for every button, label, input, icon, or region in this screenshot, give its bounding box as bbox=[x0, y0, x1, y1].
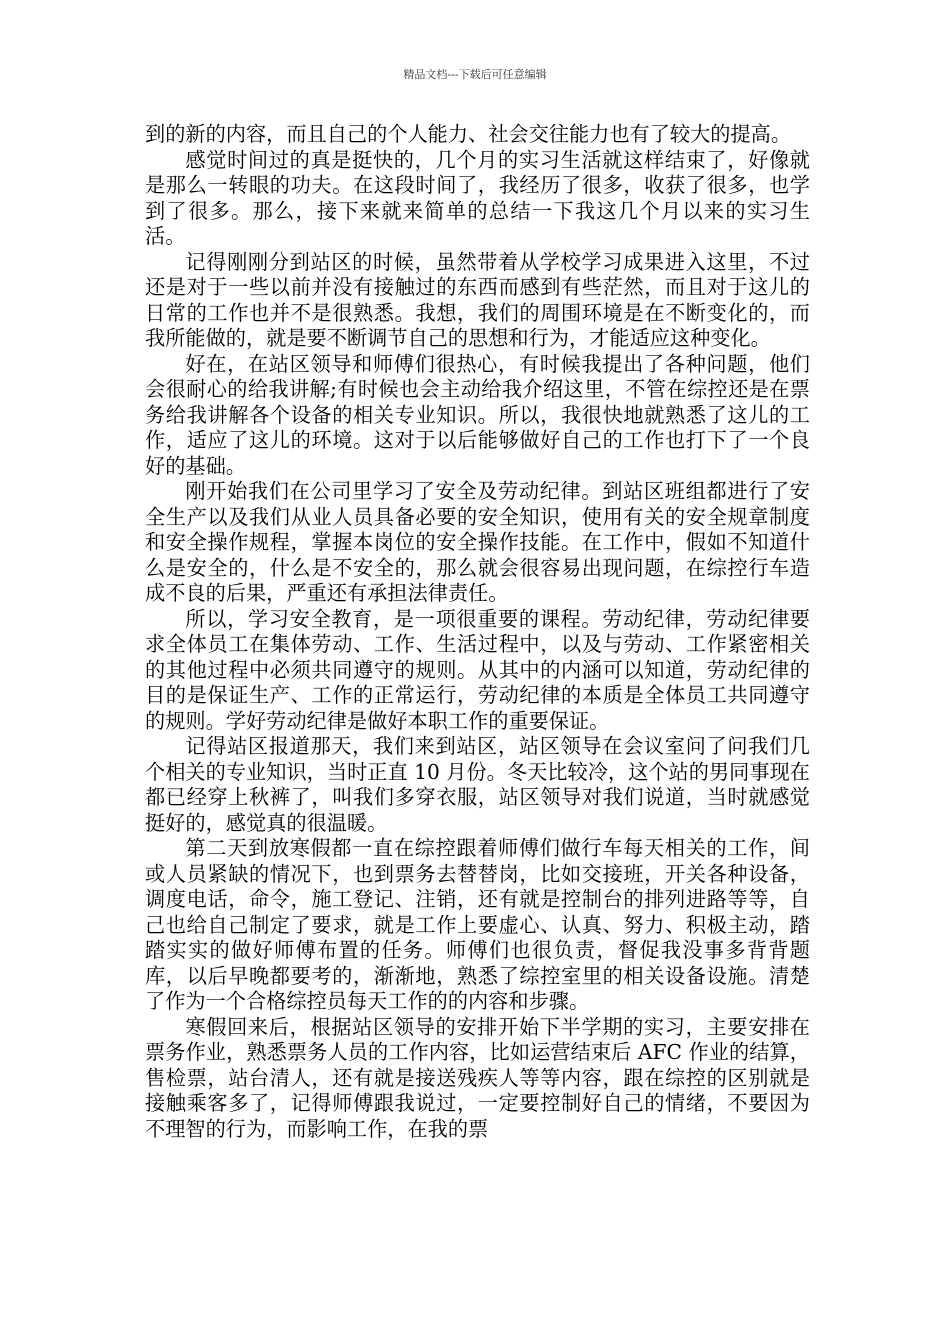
paragraph: 刚开始我们在公司里学习了安全及劳动纪律。到站区班组都进行了安全生产以及我们从业人员具备必要的安全知识，使用有关的安全规章制度和安全操作规程，掌握本岗位的安全操作技能。在工作中，假如不知道什么是安全的，什么是不安全的，那么就会很容易出现问题，在综控行车造成不良的后果，严重还有承担法律责任。 bbox=[145, 479, 810, 605]
paragraph: 到的新的内容，而且自己的个人能力、社会交往能力也有了较大的提高。 bbox=[145, 122, 792, 146]
paragraph: 好在，在站区领导和师傅们很热心，有时候我提出了各种问题，他们会很耐心的给我讲解;有时候也会主动给我介绍这里，不管在综控还是在票务给我讲解各个设备的相关专业知识。所以，我很快地就熟悉了这儿的工作，适应了这儿的环境。这对于以后能够做好自己的工作也打下了一个良好的基础。 bbox=[145, 351, 810, 478]
paragraph: 记得站区报道那天，我们来到站区，站区领导在会议室问了问我们几个相关的专业知识，当时正直 10 月份。冬天比较冷，这个站的男同事现在都已经穿上秋裤了，叫我们多穿衣服，站区领导对我们说道，当时就感觉挺好的，感觉真的很温暖。 bbox=[145, 734, 810, 835]
paragraph: 感觉时间过的真是挺快的，几个月的实习生活就这样结束了，好像就是那么一转眼的功夫。在这段时间了，我经历了很多，收获了很多，也学到了很多。那么，接下来就来简单的总结一下我这几个月以来的实习生活。 bbox=[145, 147, 810, 248]
document-body bbox=[145, 122, 810, 1142]
paragraph: 记得刚刚分到站区的时候，虽然带着从学校学习成果进入这里，不过还是对于一些以前并没有接触过的东西而感到有些茫然，而且对于这儿的日常的工作也并不是很熟悉。我想，我们的周围环境是在不断变化的，而我所能做的，就是要不断调节自己的思想和行为，才能适应这种变化。 bbox=[145, 249, 810, 350]
paragraph: 第二天到放寒假都一直在综控跟着师傅们做行车每天相关的工作，间或人员紧缺的情况下，也到票务去替替岗，比如交接班，开关各种设备，调度电话，命令，施工登记、注销，还有就是控制台的排列进路等等，自己也给自己制定了要求，就是工作上要虚心、认真、努力、积极主动，踏踏实实的做好师傅布置的任务。师傅们也很负责，督促我没事多背背题库，以后早晚都要考的，渐渐地，熟悉了综控室里的相关设备设施。清楚了作为一个合格综控员每天工作的的内容和步骤。 bbox=[145, 836, 810, 1013]
paragraph: 所以，学习安全教育，是一项很重要的课程。劳动纪律，劳动纪律要求全体员工在集体劳动、工作、生活过程中，以及与劳动、工作紧密相关的其他过程中必须共同遵守的规则。从其中的内涵可以知道，劳动纪律的目的是保证生产、工作的正常运行，劳动纪律的本质是全体员工共同遵守的规则。学好劳动纪律是做好本职工作的重要保证。 bbox=[145, 606, 810, 733]
page-header: 精品文档---下载后可任意编辑 bbox=[403, 68, 547, 81]
paragraph: 寒假回来后，根据站区领导的安排开始下半学期的实习，主要安排在票务作业，熟悉票务人员的工作内容，比如运营结束后 AFC 作业的结算，售检票，站台清人，还有就是接送残疾人等等内容，跟在综控的区别就是接触乘客多了，记得师傅跟我说过，一定要控制好自己的情绪，不要因为不理智的行为，而影响工作，在我的票 bbox=[145, 1014, 810, 1141]
